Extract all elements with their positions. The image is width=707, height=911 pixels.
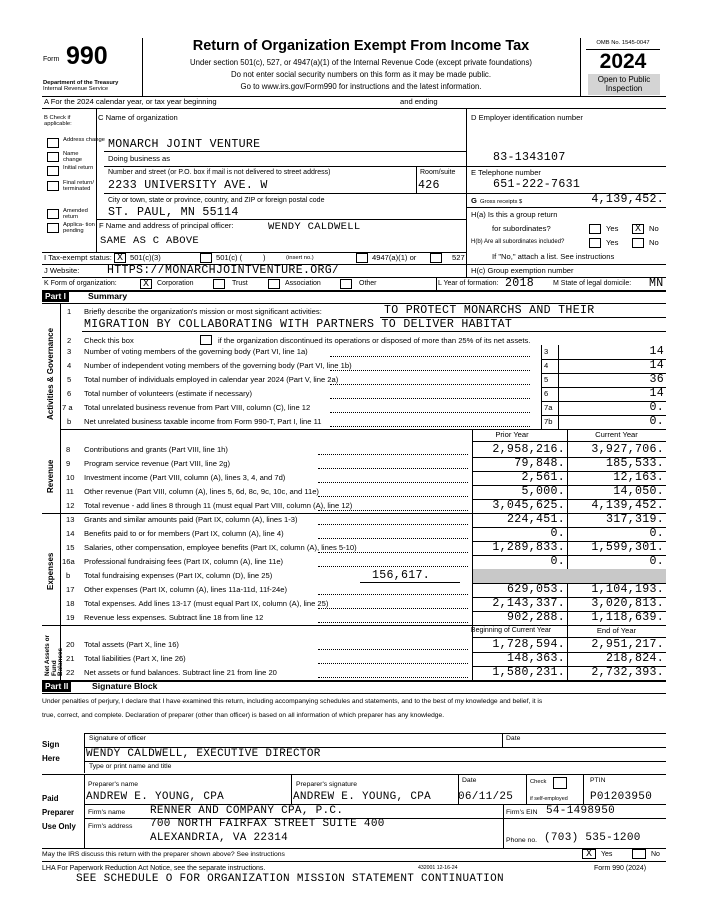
ag-row-number: 3: [67, 347, 72, 356]
status-501c3-label: 501(c)(3): [130, 253, 161, 262]
ptin-label: PTIN: [590, 777, 606, 784]
ag-row-box: 7b: [544, 417, 553, 426]
part-1-tag: Part I: [42, 291, 69, 302]
revenue-row-number: 12: [66, 501, 75, 510]
firm-phone[interactable]: (703) 535-1200: [544, 832, 641, 844]
ag-row-value[interactable]: 0.: [649, 401, 664, 414]
net-assets-row-leader: [318, 663, 468, 664]
ag-row-leader: [330, 384, 530, 385]
part-1-title: Summary: [88, 291, 128, 301]
form-subtitle-3: Go to www.irs.gov/Form990 for instructions and the latest information.: [240, 82, 482, 91]
preparer-ptin[interactable]: P01203950: [590, 791, 653, 803]
name-change-label: Name change: [63, 151, 83, 164]
expenses-sidebar: Expenses: [46, 552, 55, 590]
revenue-row-label: Contributions and grants (Part VIII, line 1h): [84, 445, 228, 454]
subordinates-yes-checkbox[interactable]: [589, 238, 601, 248]
city-label: City or town, state or province, country, and ZIP or foreign postal code: [108, 197, 325, 204]
part-2-title: Signature Block: [92, 681, 158, 691]
revenue-row-prior[interactable]: 3,045,625.: [492, 499, 565, 512]
form-code: 432001 12-16-24: [418, 865, 458, 871]
revenue-row-current[interactable]: 185,533.: [605, 457, 664, 470]
revenue-row-label: Investment income (Part VIII, column (A), lines 3, 4, and 7d): [84, 473, 286, 482]
net-assets-row-prior[interactable]: 1,580,231.: [492, 666, 565, 679]
expense-row-leader: [318, 594, 468, 595]
officer-name-title[interactable]: WENDY CALDWELL, EXECUTIVE DIRECTOR: [86, 748, 321, 760]
org-name-label: C Name of organization: [98, 113, 178, 122]
ag-row-leader: [330, 356, 530, 357]
ag-row-number: 4: [67, 361, 72, 370]
corporation-label: Corporation: [157, 280, 194, 287]
address-change-checkbox[interactable]: [47, 138, 59, 148]
dept-treasury: Department of the Treasury: [43, 80, 119, 86]
group-return-sub: for subordinates?: [492, 224, 551, 233]
ag-row-box: 6: [544, 389, 549, 398]
penalty-statement-1: Under penalties of perjury, I declare that I have examined this return, including accompanying schedules and statements, and to the best of my knowledge and belief, it is: [42, 698, 543, 705]
ein-value[interactable]: 83-1343107: [493, 151, 566, 164]
firm-name-label: Firm's name: [88, 809, 126, 816]
firm-name[interactable]: RENNER AND COMPANY CPA, P.C.: [150, 805, 344, 817]
final-return-checkbox[interactable]: [47, 181, 59, 191]
expense-row-number: 15: [66, 543, 75, 552]
expense-row-number: b: [66, 571, 71, 580]
self-employed-sub: if self-employed: [530, 796, 568, 802]
ag-row-label: Total unrelated business revenue from Part VIII, column (C), line 12: [84, 403, 311, 412]
mission-label: Briefly describe the organization's mission or most significant activities:: [84, 307, 322, 316]
preparer-label: Preparer: [42, 808, 75, 817]
expense-row-prior[interactable]: 224,451.: [506, 513, 565, 526]
ag-row-number: 5: [67, 375, 72, 384]
other-checkbox[interactable]: [340, 279, 352, 289]
amended-return-label: Amended return: [63, 208, 88, 221]
net-assets-row-current[interactable]: 218,824.: [605, 652, 664, 665]
attach-list-note: If "No," attach a list. See instructions: [492, 252, 615, 261]
name-change-checkbox[interactable]: [47, 152, 59, 162]
subordinates-no-checkbox[interactable]: [632, 238, 644, 248]
initial-return-label: Initial return: [63, 165, 94, 171]
other-label: Other: [359, 280, 377, 287]
subordinates-yes-label: Yes: [606, 238, 619, 247]
ag-row-label: Number of voting members of the governing body (Part VI, line 1a): [84, 347, 308, 356]
ag-row-label: Number of independent voting members of the governing body (Part VI, line 1b): [84, 361, 352, 370]
revenue-row-current[interactable]: 3,927,706.: [591, 443, 664, 456]
officer-signature-label: Signature of officer: [89, 735, 146, 742]
status-527-checkbox[interactable]: [430, 253, 442, 263]
mission-line-2[interactable]: MIGRATION BY COLLABORATING WITH PARTNERS TO DELIVER HABITAT: [84, 318, 513, 331]
ag-row-value[interactable]: 14: [649, 345, 664, 358]
form-label: Form: [43, 56, 60, 63]
expense-row-label: Salaries, other compensation, employee benefits (Part IX, column (A), lines 5-10): [84, 543, 357, 552]
ag-row-box: 5: [544, 375, 549, 384]
revenue-row-leader: [318, 510, 468, 511]
omb-number: OMB No. 1545-0047: [596, 40, 650, 46]
officer-date-label: Date: [506, 735, 521, 742]
ag-row-value[interactable]: 14: [649, 359, 664, 372]
expense-row-inline-rule: [360, 582, 460, 583]
application-pending-label: Applica- tion pending: [63, 222, 95, 235]
discuss-no-checkbox[interactable]: [632, 849, 646, 859]
expense-row-prior[interactable]: 1,289,833.: [492, 541, 565, 554]
revenue-row-leader: [318, 482, 468, 483]
status-insert-no: (insert no.): [286, 255, 314, 261]
expense-row-number: 14: [66, 529, 75, 538]
status-4947-label: 4947(a)(1) or: [372, 253, 417, 262]
expense-row-leader: [318, 524, 468, 525]
expense-row-label: Total fundraising expenses (Part IX, column (D), line 25): [84, 571, 273, 580]
revenue-row-number: 8: [66, 445, 71, 454]
revenue-row-label: Other revenue (Part VIII, column (A), lines 5, 6d, 8c, 9c, 10c, and 11e): [84, 487, 319, 496]
form-footer-id: Form 990 (2024): [594, 865, 647, 872]
corporation-checkbox[interactable]: X: [140, 279, 152, 289]
city-state-zip[interactable]: ST. PAUL, MN 55114: [108, 206, 239, 219]
ag-row-number: 7 a: [62, 403, 73, 412]
ag-row-box: 4: [544, 361, 549, 370]
discuss-yes-label: Yes: [601, 851, 613, 858]
revenue-row-number: 10: [66, 473, 75, 482]
net-assets-row-label: Net assets or fund balances. Subtract line 21 from line 20: [84, 668, 277, 677]
revenue-row-number: 11: [66, 487, 74, 496]
preparer-name-label: Preparer's name: [88, 781, 139, 788]
website-label: J Website:: [44, 266, 80, 275]
ag-row-number: b: [67, 417, 72, 426]
discontinued-checkbox[interactable]: [200, 335, 212, 345]
current-year-header: Current Year: [595, 430, 638, 439]
penalty-statement-2: true, correct, and complete. Declaration of preparer (other than officer) is based on all information of which preparer has any knowledge.: [42, 712, 445, 719]
expense-row-leader: [318, 622, 468, 623]
discontinued-desc: if the organization discontinued its operations or disposed of more than 25% of its net assets.: [218, 336, 531, 345]
expense-row-prior[interactable]: 0.: [550, 527, 565, 540]
telephone-label: E Telephone number: [471, 168, 541, 177]
expense-row-label: Total expenses. Add lines 13-17 (must equal Part IX, column (A), line 25): [84, 599, 329, 608]
preparer-signature[interactable]: ANDREW E. YOUNG, CPA: [293, 791, 432, 803]
dba-label: Doing business as: [108, 154, 171, 163]
discuss-question: May the IRS discuss this return with the preparer shown above? See instructions: [42, 851, 285, 858]
ag-row-number: 6: [67, 389, 72, 398]
line-a-ending: and ending: [400, 97, 438, 106]
end-of-year-header: End of Year: [596, 626, 637, 635]
firm-phone-label: Phone no.: [506, 837, 537, 844]
prior-year-header: Prior Year: [495, 430, 529, 439]
ag-row-value[interactable]: 0.: [649, 415, 664, 428]
ag-row-value[interactable]: 36: [649, 373, 664, 386]
form-number: 990: [66, 42, 108, 70]
expense-row-current[interactable]: 1,104,193.: [591, 583, 664, 596]
principal-officer-name[interactable]: WENDY CALDWELL: [268, 221, 361, 233]
revenue-row-leader: [318, 496, 468, 497]
expense-row-number: 17: [66, 585, 75, 594]
expense-row-leader: [318, 608, 468, 609]
gross-receipts-value[interactable]: 4,139,452.: [591, 193, 664, 206]
form-subtitle-1: Under section 501(c), 527, or 4947(a)(1) of the Internal Revenue Code (except private foundations): [190, 58, 532, 67]
room-label: Room/suite: [420, 169, 456, 176]
association-label: Association: [285, 280, 321, 287]
legal-domicile-label: M State of legal domicile:: [553, 280, 632, 287]
expense-row-prior[interactable]: 629,053.: [506, 583, 565, 596]
form-of-org-label: K Form of organization:: [44, 280, 117, 287]
ag-row-label: Total number of volunteers (estimate if necessary): [84, 389, 252, 398]
revenue-row-leader: [318, 454, 468, 455]
expense-row-label: Other expenses (Part IX, column (A), lines 11a-11d, 11f-24e): [84, 585, 288, 594]
status-501c3-checkbox[interactable]: X: [114, 253, 126, 263]
paid-label: Paid: [42, 794, 59, 803]
status-4947-checkbox[interactable]: [356, 253, 368, 263]
expense-row-inline-value[interactable]: 156,617.: [372, 569, 431, 582]
revenue-row-current[interactable]: 4,139,452.: [591, 499, 664, 512]
discuss-no-label: No: [651, 851, 660, 858]
discuss-yes-checkbox[interactable]: X: [582, 849, 596, 859]
amended-return-checkbox[interactable]: [47, 209, 59, 219]
net-assets-row-number: 21: [66, 654, 75, 663]
firm-address-2[interactable]: ALEXANDRIA, VA 22314: [150, 832, 289, 844]
group-return-yes-label: Yes: [606, 224, 619, 233]
final-return-label: Final return/ terminated: [63, 180, 94, 193]
subordinates-included-label: H(b) Are all subordinates included?: [471, 239, 565, 245]
ag-row-leader: [330, 370, 530, 371]
street-address[interactable]: 2233 UNIVERSITY AVE. W: [108, 179, 268, 192]
group-return-no-checkbox[interactable]: X: [632, 224, 644, 234]
subordinates-no-label: No: [649, 238, 659, 247]
ein-label: D Employer identification number: [471, 113, 583, 122]
form-subtitle-2: Do not enter social security numbers on this form as it may be made public.: [230, 70, 491, 79]
beginning-year-header: Beginning of Current Year: [470, 627, 552, 634]
expense-row-prior[interactable]: 0.: [550, 555, 565, 568]
ag-row-leader: [330, 426, 530, 427]
status-501c-checkbox[interactable]: [200, 253, 212, 263]
ag-row-box: 3: [544, 347, 549, 356]
preparer-signature-label: Preparer's signature: [296, 781, 357, 788]
expense-row-prior[interactable]: 902,288.: [506, 611, 565, 624]
net-assets-row-label: Total liabilities (Part X, line 26): [84, 654, 186, 663]
expense-row-leader: [318, 552, 468, 553]
line-a-label: A For the 2024 calendar year, or tax year beginning: [44, 97, 217, 106]
group-return-label: H(a) Is this a group return: [471, 210, 558, 219]
expense-row-leader: [318, 538, 468, 539]
expense-row-current[interactable]: 1,118,639.: [591, 611, 664, 624]
trust-label: Trust: [232, 280, 248, 287]
address-change-label: Address change: [63, 137, 105, 143]
revenue-row-current[interactable]: 14,050.: [613, 485, 664, 498]
room-suite[interactable]: 426: [418, 179, 440, 192]
ag-row-value[interactable]: 14: [649, 387, 664, 400]
use-only-label: Use Only: [42, 822, 76, 831]
ag-row-leader: [330, 412, 530, 413]
year-formation-value[interactable]: 2018: [505, 277, 535, 290]
ag-row-label: Net unrelated business taxable income from Form 990-T, Part I, line 11: [84, 417, 322, 426]
revenue-row-prior[interactable]: 2,958,216.: [492, 443, 565, 456]
section-b-label: B Check if applicable:: [44, 115, 72, 128]
preparer-date[interactable]: 06/11/25: [458, 791, 514, 803]
expense-row-leader: [318, 566, 468, 567]
principal-officer-label: F Name and address of principal officer:: [99, 221, 234, 230]
open-to-public-badge: Open to Public Inspection: [588, 74, 660, 95]
website-value[interactable]: HTTPS://MONARCHJOINTVENTURE.ORG/: [107, 264, 340, 277]
street-label: Number and street (or P.O. box if mail is not delivered to street address): [108, 169, 331, 176]
revenue-row-prior[interactable]: 2,561.: [521, 471, 565, 484]
expense-row-number: 19: [66, 613, 75, 622]
expense-row-current[interactable]: 0.: [649, 527, 664, 540]
expense-row-number: 16a: [62, 557, 75, 566]
expense-row-number: 18: [66, 599, 75, 608]
lha-notice: LHA For Paperwork Reduction Act Notice, see the separate instructions.: [42, 865, 266, 872]
principal-officer-address[interactable]: SAME AS C ABOVE: [100, 235, 200, 247]
revenue-row-current[interactable]: 12,163.: [613, 471, 664, 484]
revenue-row-label: Total revenue - add lines 8 through 11 (must equal Part VIII, column (A), line 12): [84, 501, 353, 510]
expense-row-current[interactable]: 3,020,813.: [591, 597, 664, 610]
here-label: Here: [42, 754, 60, 763]
application-pending-checkbox[interactable]: [47, 223, 59, 233]
preparer-name[interactable]: ANDREW E. YOUNG, CPA: [86, 791, 225, 803]
gross-receipts-letter: G: [471, 196, 477, 205]
group-return-yes-checkbox[interactable]: [589, 224, 601, 234]
revenue-row-prior[interactable]: 79,848.: [514, 457, 565, 470]
revenue-row-number: 9: [66, 459, 71, 468]
year-formation-label: L Year of formation:: [438, 280, 499, 287]
net-assets-sidebar: Net Assets or Fund Balances: [44, 635, 64, 676]
telephone-value[interactable]: 651-222-7631: [493, 178, 581, 191]
net-assets-row-leader: [318, 649, 468, 650]
org-name[interactable]: MONARCH JOINT VENTURE: [108, 138, 261, 151]
revenue-sidebar: Revenue: [46, 459, 55, 493]
activities-governance-sidebar: Activities & Governance: [46, 327, 55, 420]
ag-row-box: 7a: [544, 403, 553, 412]
type-name-title-label: Type or print name and title: [89, 763, 172, 770]
expense-row-current[interactable]: 0.: [649, 555, 664, 568]
legal-domicile-value[interactable]: MN: [649, 277, 664, 290]
ag-row-leader: [330, 398, 530, 399]
group-exemption-label: H(c) Group exemption number: [471, 266, 574, 275]
expense-row-number: 13: [66, 515, 75, 524]
initial-return-checkbox[interactable]: [47, 166, 59, 176]
association-checkbox[interactable]: [268, 279, 280, 289]
net-assets-row-prior[interactable]: 148,363.: [506, 652, 565, 665]
revenue-row-leader: [318, 468, 468, 469]
status-527-label: 527: [452, 253, 465, 262]
discontinued-label: Check this box: [84, 336, 134, 345]
expense-row-current[interactable]: 1,599,301.: [591, 541, 664, 554]
net-assets-row-leader: [318, 677, 468, 678]
status-501c-label: 501(c) (: [216, 253, 243, 262]
preparer-date-label: Date: [462, 777, 477, 784]
form-title: Return of Organization Exempt From Income Tax: [192, 38, 530, 54]
expense-row-label: Grants and similar amounts paid (Part IX, column (A), lines 1-3): [84, 515, 298, 524]
tax-exempt-status-label: I Tax-exempt status:: [44, 253, 112, 262]
dept-irs: Internal Revenue Service: [43, 86, 109, 92]
status-501c-paren: ): [263, 253, 266, 262]
revenue-row-prior[interactable]: 5,000.: [521, 485, 565, 498]
expense-row-prior[interactable]: 2,143,337.: [492, 597, 565, 610]
self-employed-check-label: Check: [530, 779, 547, 785]
net-assets-row-number: 20: [66, 640, 75, 649]
expense-row-label: Professional fundraising fees (Part IX, column (A), line 11e): [84, 557, 284, 566]
trust-checkbox[interactable]: [213, 279, 225, 289]
firm-address-label: Firm's address: [88, 823, 133, 830]
mission-line-1[interactable]: TO PROTECT MONARCHS AND THEIR: [384, 304, 595, 317]
ag-row-label: Total number of individuals employed in calendar year 2024 (Part V, line 2a): [84, 375, 339, 384]
firm-address-1[interactable]: 700 NORTH FAIRFAX STREET SUITE 400: [150, 818, 385, 830]
schedule-o-note: SEE SCHEDULE O FOR ORGANIZATION MISSION STATEMENT CONTINUATION: [76, 873, 504, 885]
gross-receipts-label: Gross receipts $: [480, 199, 523, 205]
net-assets-row-current[interactable]: 2,732,393.: [591, 666, 664, 679]
sign-label: Sign: [42, 740, 60, 749]
firm-ein[interactable]: 54-1498950: [546, 805, 616, 817]
expense-row-label: Benefits paid to or for members (Part IX, column (A), line 4): [84, 529, 284, 538]
expense-row-label: Revenue less expenses. Subtract line 18 from line 12: [84, 613, 264, 622]
group-return-no-label: No: [649, 224, 659, 233]
tax-year: 2024: [599, 50, 647, 73]
revenue-row-label: Program service revenue (Part VIII, line 2g): [84, 459, 231, 468]
net-assets-row-prior[interactable]: 1,728,594.: [492, 638, 565, 651]
part-2-tag: Part II: [42, 681, 71, 692]
net-assets-row-label: Total assets (Part X, line 16): [84, 640, 179, 649]
firm-ein-label: Firm's EIN: [506, 809, 538, 816]
self-employed-checkbox[interactable]: [553, 777, 567, 789]
net-assets-row-current[interactable]: 2,951,217.: [591, 638, 664, 651]
net-assets-row-number: 22: [66, 668, 75, 677]
expense-row-current[interactable]: 317,319.: [605, 513, 664, 526]
